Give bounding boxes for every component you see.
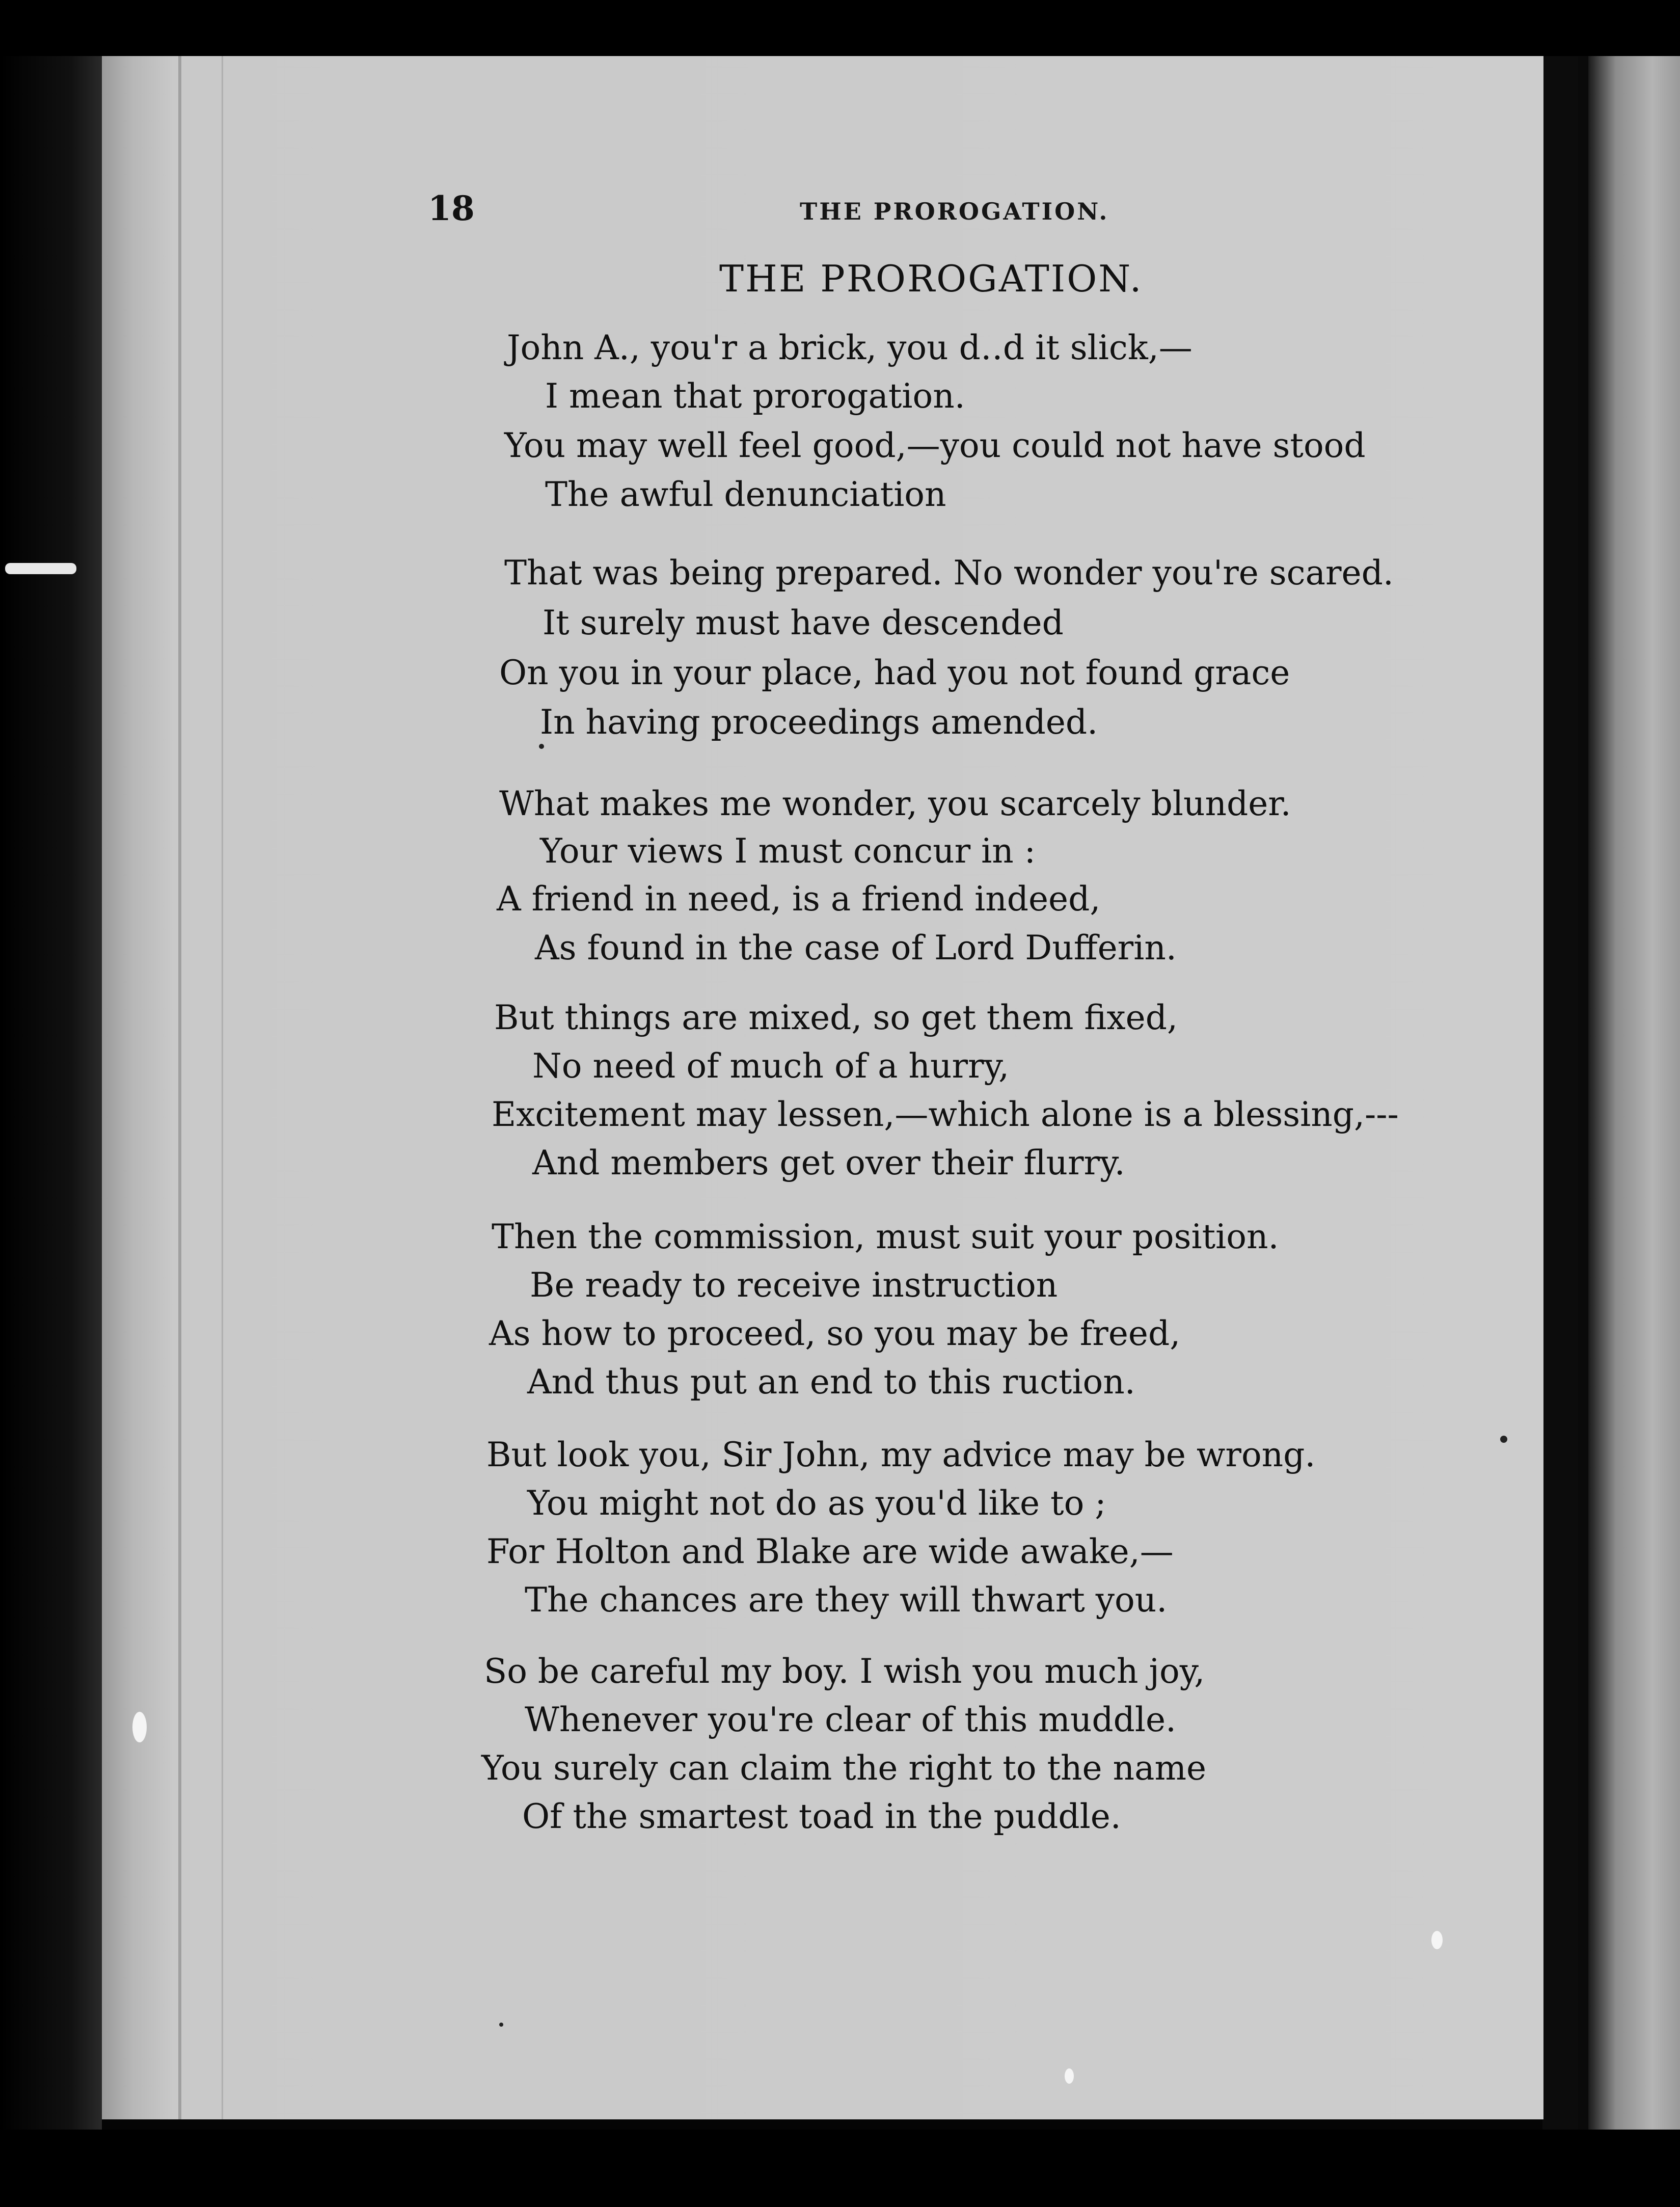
poem-line: Your views I must concur in : [540, 831, 1036, 871]
film-frame-bottom [0, 2130, 1680, 2207]
poem-line: As how to proceed, so you may be freed, [489, 1314, 1181, 1353]
page-fold-line [178, 56, 181, 2119]
poem-line: A friend in need, is a friend indeed, [497, 879, 1101, 919]
poem-line: And thus put an end to this ruction. [527, 1362, 1135, 1402]
poem-line: That was being prepared. No wonder you're scared. [504, 553, 1394, 593]
poem-line: Then the commission, must suit your position. [492, 1217, 1279, 1256]
scan-speck [1065, 2068, 1074, 2084]
poem-line: In having proceedings amended. [540, 703, 1098, 742]
page-number: 18 [428, 189, 475, 228]
poem-line: So be careful my boy. I wish you much joy, [484, 1652, 1205, 1691]
poem-line: Excitement may lessen,—which alone is a blessing,--- [492, 1095, 1399, 1134]
poem-line: For Holton and Blake are wide awake,— [486, 1532, 1174, 1571]
poem-line: And members get over their flurry. [532, 1143, 1125, 1182]
scan-speck [539, 744, 544, 749]
poem-line: You might not do as you'd like to ; [527, 1484, 1106, 1523]
film-edge-left [0, 0, 102, 2207]
scan-speck [499, 2023, 503, 2027]
film-frame-top [0, 0, 1680, 56]
poem-line: But look you, Sir John, my advice may be wrong. [486, 1435, 1316, 1474]
poem-line: The awful denunciation [545, 475, 946, 514]
page-content [102, 56, 1543, 2119]
poem-line: John A., you'r a brick, you d‥d it slick,— [507, 328, 1193, 367]
poem-title: THE PROROGATION. [719, 257, 1143, 300]
poem-line: Whenever you're clear of this muddle. [525, 1700, 1176, 1739]
adjacent-page-strip [1588, 46, 1680, 2130]
poem-line: As found in the case of Lord Dufferin. [535, 928, 1177, 967]
poem-line: The chances are they will thwart you. [525, 1580, 1168, 1620]
film-artifact-mark [5, 563, 76, 574]
poem-line: Be ready to receive instruction [530, 1266, 1058, 1305]
poem-line: It surely must have descended [543, 603, 1064, 642]
book-page [102, 56, 1543, 2119]
page-fold-line-secondary [222, 56, 223, 2119]
poem-line: No need of much of a hurry, [532, 1046, 1010, 1086]
poem-line: You surely can claim the right to the name [481, 1748, 1207, 1788]
poem-line: You may well feel good,—you could not have stood [504, 426, 1366, 465]
page-gutter-shadow [1542, 51, 1578, 2135]
scan-speck [132, 1712, 147, 1742]
poem-line: What makes me wonder, you scarcely blunder. [499, 784, 1291, 823]
poem-line: I mean that prorogation. [545, 376, 965, 416]
running-head: THE PROROGATION. [800, 198, 1109, 225]
poem-line: On you in your place, had you not found grace [499, 653, 1290, 692]
poem-line: But things are mixed, so get them fixed, [494, 998, 1178, 1037]
poem-line: Of the smartest toad in the puddle. [522, 1797, 1121, 1836]
scan-speck [1431, 1931, 1443, 1949]
scan-speck [1500, 1436, 1507, 1443]
